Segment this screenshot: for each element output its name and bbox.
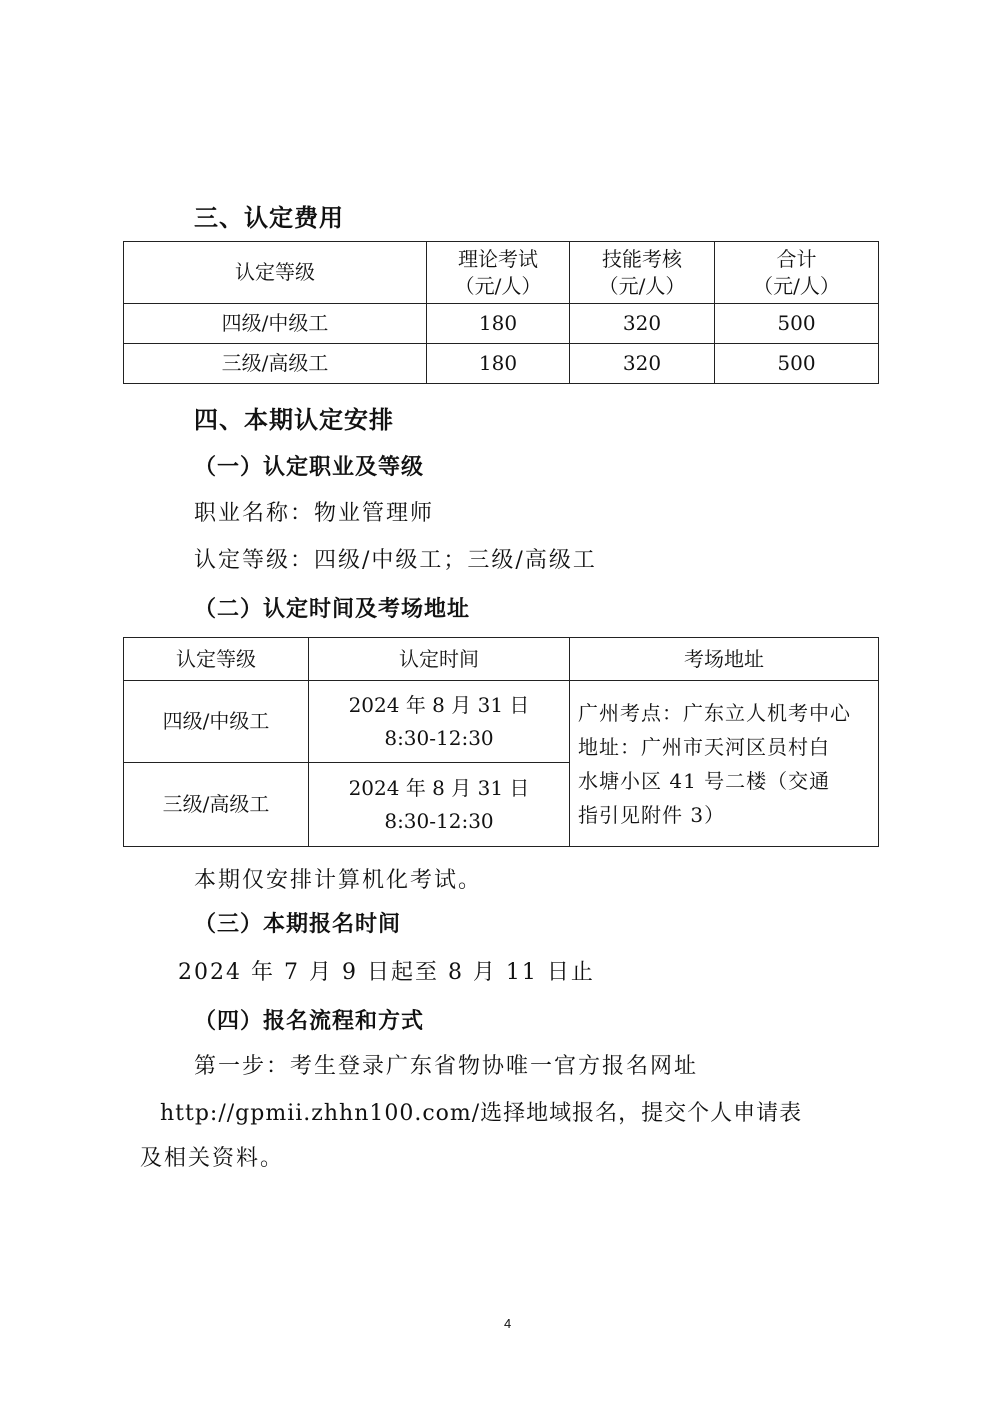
table-row xyxy=(124,304,879,344)
schedule-time-cell: 2024 年 8 月 31 日 8:30-12:30 xyxy=(309,763,570,847)
step1-line1: 第一步：考生登录广东省物协唯一官方报名网址 xyxy=(194,1054,699,1079)
schedule-header-level: 认定等级 xyxy=(124,638,309,681)
sub2-title: （二）认定时间及考场地址 xyxy=(194,597,471,622)
computer-exam-note: 本期仅安排计算机化考试。 xyxy=(194,868,483,893)
fee-theory-cell: 180 xyxy=(427,344,570,384)
fee-level-cell: 三级/高级工 xyxy=(124,344,427,384)
fee-total-cell: 500 xyxy=(715,344,879,384)
schedule-level-cell: 四级/中级工 xyxy=(124,681,309,763)
fee-header-skill: 技能考核 （元/人） xyxy=(570,242,715,304)
fee-total-cell: 500 xyxy=(715,304,879,344)
schedule-table xyxy=(123,637,879,847)
step1-line3: 及相关资料。 xyxy=(140,1146,285,1171)
schedule-level-cell: 三级/高级工 xyxy=(124,763,309,847)
fee-header-theory: 理论考试 （元/人） xyxy=(427,242,570,304)
schedule-time-cell: 2024 年 8 月 31 日 8:30-12:30 xyxy=(309,681,570,763)
fee-table xyxy=(123,241,879,384)
schedule-header-time: 认定时间 xyxy=(309,638,570,681)
sub3-title: （三）本期报名时间 xyxy=(194,912,402,937)
registration-period: 2024 年 7 月 9 日起至 8 月 11 日止 xyxy=(178,960,595,985)
fee-theory-cell: 180 xyxy=(427,304,570,344)
fee-header-total: 合计 （元/人） xyxy=(715,242,879,304)
step1-url-line: http://gpmii.zhhn100.com/选择地域报名，提交个人申请表 xyxy=(160,1101,803,1126)
exam-address-cell: 广州考点：广东立人机考中心 地址：广州市天河区员村白 水塘小区 41 号二楼（交通 指引见附件 3） xyxy=(570,681,879,847)
fee-header-level: 认定等级 xyxy=(124,242,427,304)
table-row xyxy=(124,681,879,763)
occupation-line: 职业名称：物业管理师 xyxy=(194,501,435,526)
table-row xyxy=(124,344,879,384)
sub1-title: （一）认定职业及等级 xyxy=(194,455,425,480)
levels-line: 认定等级：四级/中级工；三级/高级工 xyxy=(194,548,597,573)
section4-title: 四、本期认定安排 xyxy=(194,406,394,434)
fee-level-cell: 四级/中级工 xyxy=(124,304,427,344)
section3-title: 三、认定费用 xyxy=(194,204,344,232)
schedule-header-address: 考场地址 xyxy=(570,638,879,681)
fee-skill-cell: 320 xyxy=(570,344,715,384)
page-number: 4 xyxy=(504,1316,512,1331)
sub4-title: （四）报名流程和方式 xyxy=(194,1009,425,1034)
fee-skill-cell: 320 xyxy=(570,304,715,344)
